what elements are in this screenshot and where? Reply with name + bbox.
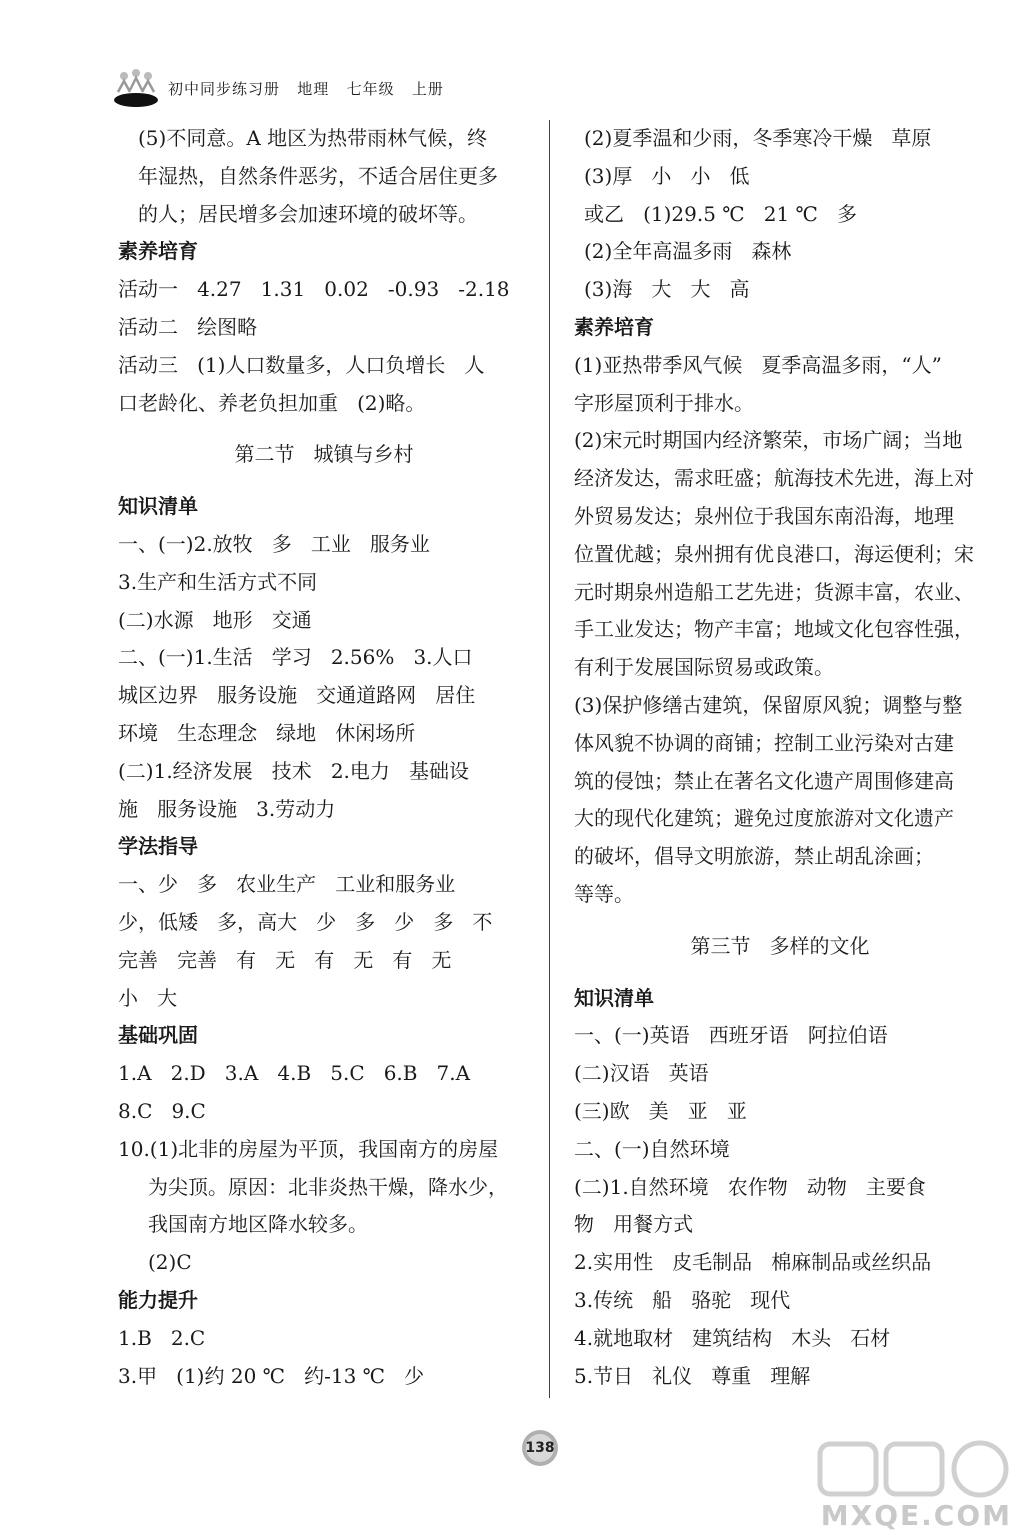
answer-line: 一、(一)2.放牧 多 工业 服务业: [118, 531, 430, 556]
answer-line: (3)厚 小 小 低: [584, 163, 750, 188]
answer-line: (2)全年高温多雨 森林: [584, 239, 792, 264]
left-column: [118, 120, 530, 1395]
answer-line: 城区边界 服务设施 交通道路网 居住: [118, 683, 476, 708]
answer-line: 的人；居民增多会加速环境的破坏等。: [138, 201, 478, 226]
page-header: [112, 62, 952, 114]
answer-line: (3)海 大 大 高: [584, 277, 750, 302]
answer-line: 3.甲 (1)约 20 ℃ 约-13 ℃ 少: [118, 1363, 425, 1388]
answer-line: 活动三 (1)人口数量多，人口负增长 人: [118, 352, 485, 377]
answer-line: 的破坏，倡导文明旅游，禁止胡乱涂画；: [574, 844, 934, 869]
answer-line: 5.节日 礼仪 尊重 理解: [574, 1363, 811, 1388]
answer-line: 1.A 2.D 3.A 4.B 5.C 6.B 7.A: [118, 1061, 471, 1086]
page-number: 138: [525, 1440, 555, 1456]
answer-line: 筑的侵蚀；禁止在著名文化遗产周围修建高: [574, 768, 954, 793]
answer-line: 少，低矮 多，高大 少 多 少 多 不: [118, 909, 493, 934]
answer-line: 10.(1)北非的房屋为平顶，我国南方的房屋: [118, 1136, 499, 1161]
answer-line: (二)1.自然环境 农作物 动物 主要食: [574, 1174, 926, 1199]
answer-line: 4.就地取材 建筑结构 木头 石材: [574, 1325, 891, 1350]
answer-line: 物 用餐方式: [574, 1212, 694, 1237]
right-column: [574, 120, 986, 1395]
answer-line: 环境 生态理念 绿地 休闲场所: [118, 720, 416, 745]
answer-line: 8.C 9.C: [118, 1098, 206, 1123]
section-heading: 素养培育: [118, 239, 198, 264]
answer-line: 二、(一)1.生活 学习 2.56% 3.人口: [118, 645, 473, 670]
book-logo-icon: [112, 66, 160, 108]
answer-line: 手工业发达；物产丰富；地域文化包容性强，: [574, 617, 974, 642]
section-heading: 学法指导: [118, 834, 198, 859]
answer-line: 等等。: [574, 881, 634, 906]
answer-line: (2)C: [148, 1250, 192, 1275]
answer-line: (二)水源 地形 交通: [118, 607, 312, 632]
answer-line: 大的现代化建筑；避免过度旅游对文化遗产: [574, 806, 954, 831]
answer-line: 施 服务设施 3.劳动力: [118, 796, 336, 821]
answer-line: 年湿热，自然条件恶劣，不适合居住更多: [138, 163, 498, 188]
answer-line: 小 大: [118, 985, 178, 1010]
chapter-heading: 第三节 多样的文化: [690, 933, 870, 958]
answer-line: (5)不同意。A 地区为热带雨林气候，终: [138, 126, 488, 150]
answer-line: 体风貌不协调的商铺；控制工业污染对古建: [574, 730, 954, 755]
answer-line: (1)亚热带季风气候 夏季高温多雨，“人”: [574, 352, 942, 377]
answer-line: 一、(一)英语 西班牙语 阿拉伯语: [574, 1023, 888, 1048]
book-title: 初中同步练习册 地理 七年级 上册: [168, 80, 444, 98]
answer-line: (3)保护修缮古建筑，保留原风貌；调整与整: [574, 692, 963, 717]
answer-line: 口老龄化、养老负担加重 (2)略。: [118, 390, 426, 415]
answer-line: (二)1.经济发展 技术 2.电力 基础设: [118, 758, 469, 783]
page-number-badge: [520, 1428, 560, 1468]
answer-line: 为尖顶。原因：北非炎热干燥，降水少，: [148, 1174, 508, 1199]
answer-line: 活动二 绘图略: [118, 314, 258, 339]
answer-line: 或乙 (1)29.5 ℃ 21 ℃ 多: [584, 201, 857, 226]
answer-line: (三)欧 美 亚 亚: [574, 1098, 747, 1123]
answer-line: (2)夏季温和少雨，冬季寒冷干燥 草原: [584, 126, 932, 150]
section-heading: 素养培育: [574, 314, 654, 339]
answer-line: 外贸易发达；泉州位于我国东南沿海，地理: [574, 503, 954, 528]
answer-line: 二、(一)自然环境: [574, 1136, 730, 1161]
answer-line: 1.B 2.C: [118, 1325, 206, 1350]
section-heading: 基础巩固: [118, 1023, 198, 1048]
answer-line: 元时期泉州造船工艺先进；货源丰富，农业、: [574, 579, 974, 604]
column-divider: [549, 120, 550, 1398]
answer-line: 3.生产和生活方式不同: [118, 569, 318, 594]
watermark-text: MXQE.COM: [820, 1499, 1012, 1532]
answer-line: 一、少 多 农业生产 工业和服务业: [118, 872, 456, 897]
answer-line: (2)宋元时期国内经济繁荣，市场广阔；当地: [574, 428, 963, 453]
section-heading: 能力提升: [118, 1287, 198, 1312]
answer-line: 经济发达，需求旺盛；航海技术先进，海上对: [574, 466, 974, 491]
answer-line: 位置优越；泉州拥有优良港口，海运便利；宋: [574, 541, 974, 566]
answer-line: 2.实用性 皮毛制品 棉麻制品或丝织品: [574, 1250, 932, 1275]
answer-line: 活动一 4.27 1.31 0.02 -0.93 -2.18: [118, 277, 510, 302]
watermark: [800, 1440, 1030, 1536]
answer-line: 我国南方地区降水较多。: [148, 1212, 368, 1237]
answer-line: 3.传统 船 骆驼 现代: [574, 1287, 791, 1312]
answer-line: 有利于发展国际贸易或政策。: [574, 655, 834, 680]
answer-line: 完善 完善 有 无 有 无 有 无: [118, 947, 452, 972]
section-heading: 知识清单: [574, 985, 654, 1010]
answer-line: 字形屋顶利于排水。: [574, 390, 754, 415]
answer-line: (二)汉语 英语: [574, 1061, 709, 1086]
section-heading: 知识清单: [118, 494, 198, 519]
chapter-heading: 第二节 城镇与乡村: [234, 442, 414, 467]
